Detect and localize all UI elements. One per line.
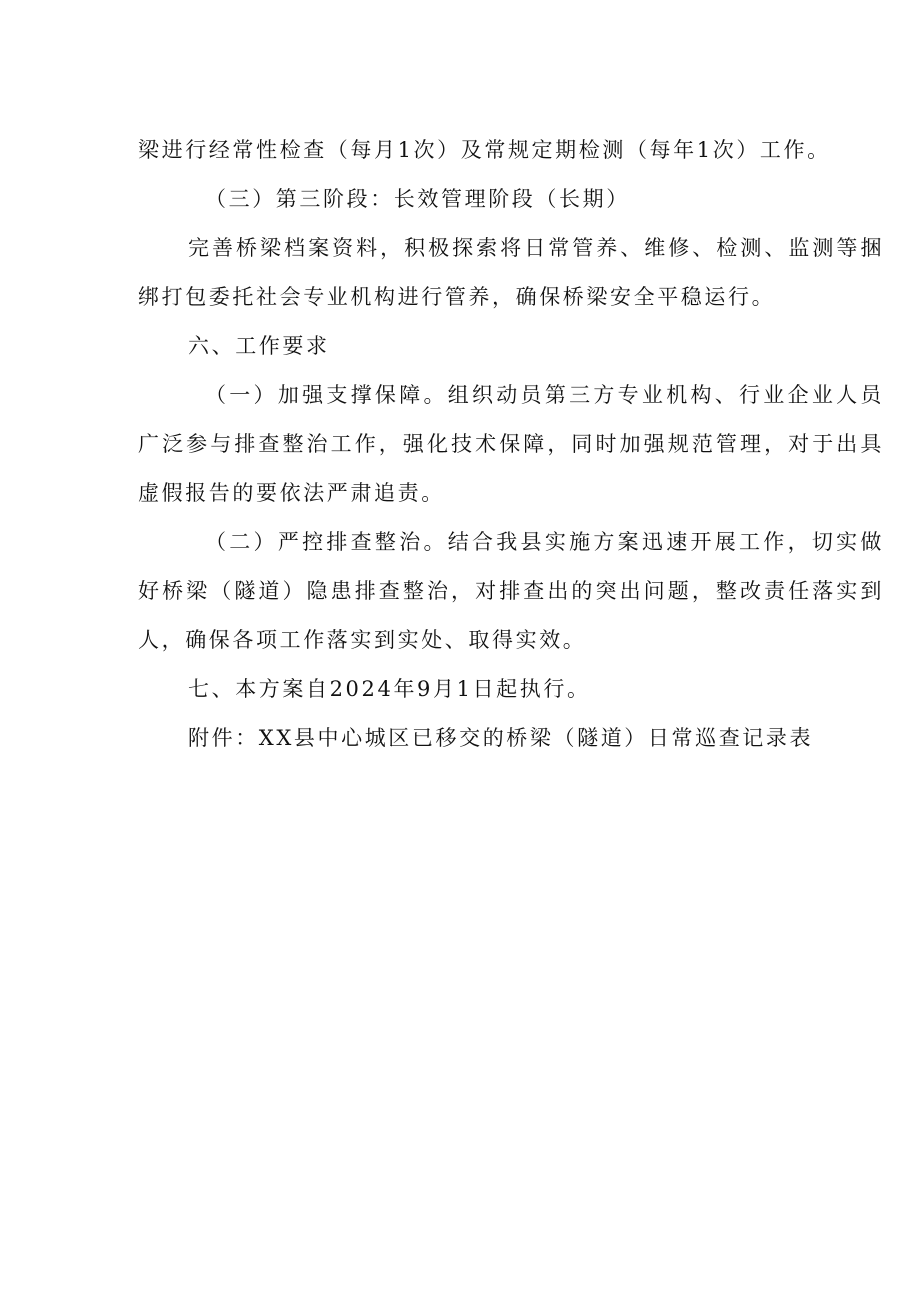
paragraph-effective-date: 七、本方案自2024年9月1日起执行。: [188, 677, 591, 701]
document-body: [138, 126, 884, 763]
heading-stage-three: （三）第三阶段：长效管理阶段（长期）: [205, 187, 630, 211]
paragraph-requirement-one: （一）加强支撑保障。组织动员第三方专业机构、行业企业人员广泛参与排查整治工作，强化技术保障，同时加强规范管理，对于出具虚假报告的要依法严肃追责。: [138, 383, 884, 505]
paragraph-stage-three-body: 完善桥梁档案资料，积极探索将日常管养、维修、检测、监测等捆绑打包委托社会专业机构进行管养，确保桥梁安全平稳运行。: [138, 236, 884, 309]
paragraph-attachment: 附件：XX县中心城区已移交的桥梁（隧道）日常巡查记录表: [188, 726, 814, 750]
paragraph-requirement-two: （二）严控排查整治。结合我县实施方案迅速开展工作，切实做好桥梁（隧道）隐患排查整治，对排查出的突出问题，整改责任落实到人，确保各项工作落实到实处、取得实效。: [138, 530, 884, 652]
paragraph-continuation: 梁进行经常性检查（每月1次）及常规定期检测（每年1次）工作。: [138, 138, 831, 162]
heading-work-requirements: 六、工作要求: [188, 334, 330, 358]
